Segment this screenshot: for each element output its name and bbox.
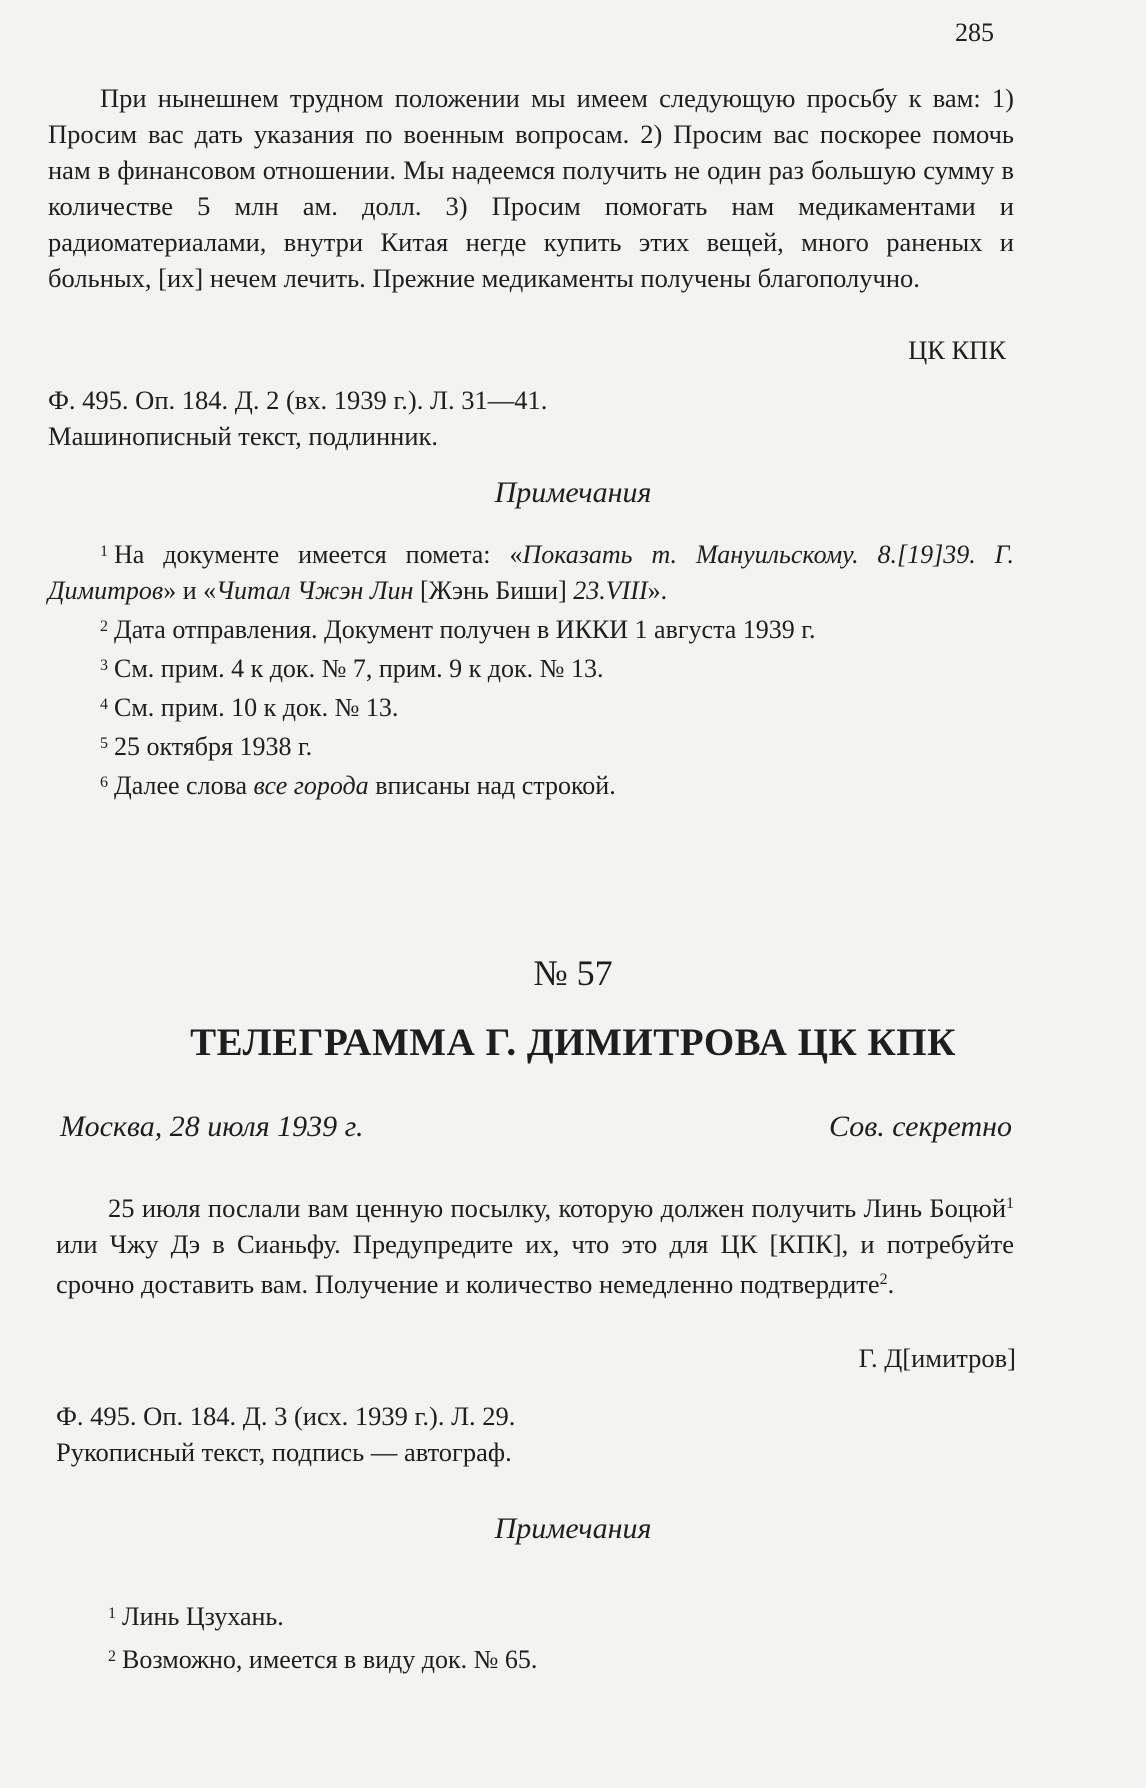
page-number: 285 (955, 18, 994, 47)
body-text (56, 1186, 1014, 1302)
body-text-part: . (887, 1269, 895, 1299)
note-item (48, 765, 1014, 804)
note-item (48, 534, 1014, 609)
archive-reference: Ф. 495. Оп. 184. Д. 2 (вх. 1939 г.). Л. 31—41. (48, 385, 548, 415)
note-item (108, 1596, 1074, 1635)
body-text-part: или Чжу Дэ в Сианьфу. Предупредите их, что это для ЦК [КПК], и потребуйте срочно доставить вам. Получение и количество немедленно подтвердите (56, 1229, 1014, 1299)
note-item (108, 1639, 1074, 1678)
note-number: 2 (100, 618, 108, 635)
prev-doc-paragraph (48, 80, 1014, 296)
note-number: 2 (108, 1648, 116, 1665)
classification: Сов. секретно (829, 1110, 1012, 1143)
paragraph-text: При нынешнем трудном положении мы имеем следующую просьбу к вам: 1) Просим вас дать указания по военным вопросам. 2) Просим вас поскорее помочь нам в финансовом отношении. Мы надеемся получить не один раз большую сумму в количестве 5 млн ам. долл. 3) Просим помогать нам медикаментами и радиоматериалами, внутри Китая негде купить этих вещей, много раненых и больных, [их] нечем лечить. Прежние медикаменты получены благополучно. (48, 83, 1014, 293)
note-number: 1 (100, 543, 108, 560)
prev-notes-list (48, 534, 1014, 804)
note-text-italic: Читал Чжэн Лин (216, 576, 414, 605)
doc57-notes-list (108, 1596, 1074, 1678)
note-number: 6 (100, 774, 108, 791)
prev-doc-archive (48, 382, 1014, 454)
note-text: 25 октября 1938 г. (114, 732, 313, 761)
doc57-notes-heading: Примечания (494, 1512, 652, 1545)
document-title: ТЕЛЕГРАММА Г. ДИМИТРОВА ЦК КПК (190, 1021, 956, 1064)
note-text-italic: все города (253, 771, 369, 800)
note-text: На документе имеется помета: « (114, 540, 523, 569)
note-text: [Жэнь Биши] (413, 576, 574, 605)
note-text: См. прим. 4 к док. № 7, прим. 9 к док. № 13. (114, 654, 604, 683)
note-number: 5 (100, 735, 108, 752)
note-text: Линь Цзухань. (122, 1602, 284, 1631)
prev-notes-heading: Примечания (494, 476, 652, 509)
note-number: 1 (108, 1605, 116, 1622)
note-text: Далее слова (114, 771, 254, 800)
note-item (48, 609, 1014, 648)
place-date: Москва, 28 июля 1939 г. (60, 1110, 364, 1143)
note-item (48, 726, 1014, 765)
doc57-body (56, 1186, 1014, 1302)
note-item (48, 687, 1014, 726)
footnote-ref: 2 (879, 1271, 888, 1288)
doc57-archive (56, 1398, 1022, 1470)
archive-type: Рукописный текст, подпись — автограф. (56, 1437, 512, 1467)
doc57-signature: Г. Д[имитров] (858, 1343, 1016, 1373)
note-number: 3 (100, 657, 108, 674)
prev-doc-signature: ЦК КПК (908, 335, 1006, 365)
note-text: » и « (163, 576, 217, 605)
note-text: Возможно, имеется в виду док. № 65. (122, 1645, 538, 1674)
archive-type: Машинописный текст, подлинник. (48, 421, 439, 451)
footnote-ref: 1 (1006, 1195, 1014, 1212)
note-text: вписаны над строкой. (368, 771, 616, 800)
note-number: 4 (100, 696, 108, 713)
note-text: См. прим. 10 к док. № 13. (114, 693, 399, 722)
note-text: Дата отправления. Документ получен в ИККИ 1 августа 1939 г. (114, 615, 816, 644)
note-text: ». (647, 576, 668, 605)
note-text-italic: Показать т. Мануильскому. 8.[19]39. Г. Димитров (48, 540, 1014, 605)
document-number: № 57 (533, 953, 613, 993)
note-item (48, 648, 1014, 687)
body-text-part: 25 июля послали вам ценную посылку, которую должен получить Линь Боцюй (108, 1193, 1006, 1223)
note-text-italic: 23.VIII (573, 576, 648, 605)
archive-reference: Ф. 495. Оп. 184. Д. 3 (исх. 1939 г.). Л. 29. (56, 1401, 516, 1431)
